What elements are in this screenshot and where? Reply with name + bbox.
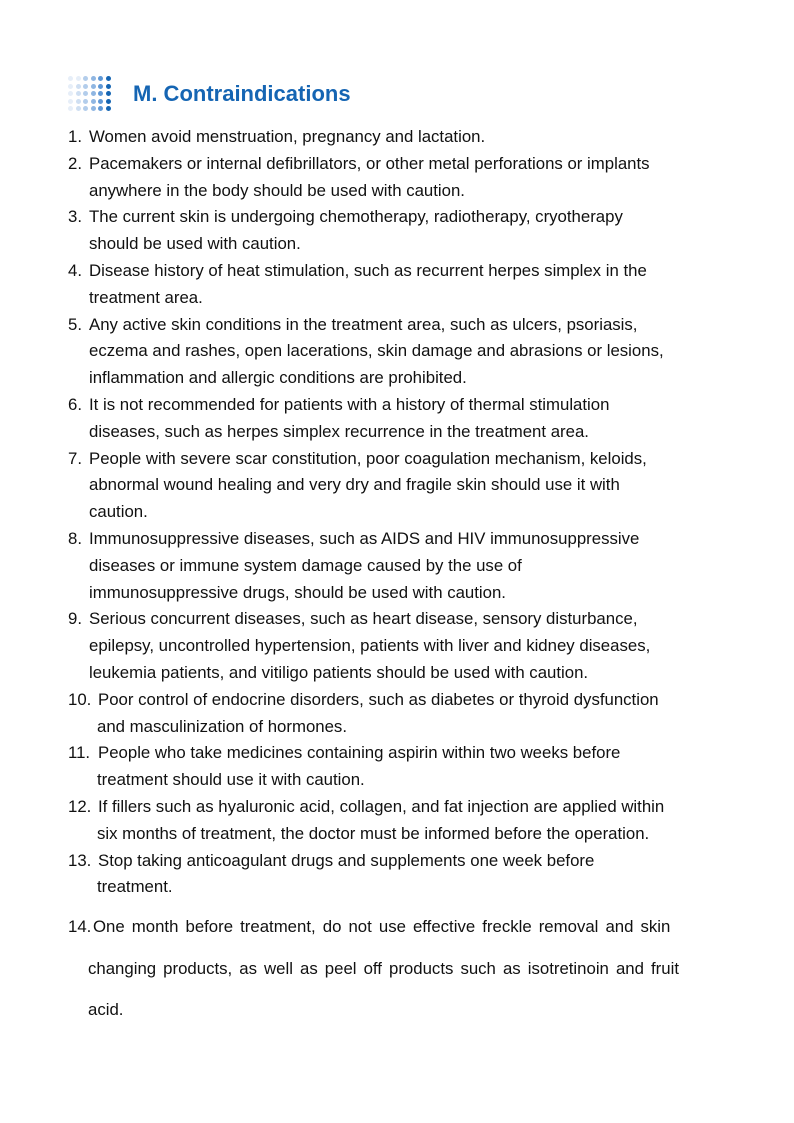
item-text-line: treatment. xyxy=(97,877,173,897)
grid-dot xyxy=(68,106,73,111)
grid-dot xyxy=(98,99,103,104)
list-item xyxy=(68,526,738,606)
item-text-line: abnormal wound healing and very dry and fragile skin should use it with xyxy=(89,475,620,495)
grid-dot xyxy=(76,91,81,96)
list-item xyxy=(68,204,738,258)
grid-dot xyxy=(106,84,111,89)
item-text-line: Disease history of heat stimulation, such as recurrent herpes simplex in the xyxy=(89,260,647,280)
section-heading xyxy=(68,74,351,114)
grid-dot xyxy=(83,91,88,96)
grid-dot xyxy=(91,84,96,89)
grid-dot xyxy=(76,84,81,89)
grid-dot xyxy=(76,76,81,81)
item-number: 13. xyxy=(68,850,92,870)
item-number: 2. xyxy=(68,153,82,173)
grid-dot xyxy=(76,106,81,111)
item-text-line: The current skin is undergoing chemotherapy, radiotherapy, cryotherapy xyxy=(89,207,623,227)
item-text-line: leukemia patients, and vitiligo patients should be used with caution. xyxy=(89,662,589,682)
item-text-line: Any active skin conditions in the treatment area, such as ulcers, psoriasis, xyxy=(89,314,638,334)
grid-dot xyxy=(106,99,111,104)
item-text-line: People with severe scar constitution, poor coagulation mechanism, keloids, xyxy=(89,448,647,468)
item-text-line: treatment area. xyxy=(89,287,203,307)
item-number: 3. xyxy=(68,207,82,227)
item-number: 14. xyxy=(68,917,92,937)
dotted-grid-icon xyxy=(68,76,116,112)
grid-dot xyxy=(98,106,103,111)
grid-dot xyxy=(98,76,103,81)
item-text-line: If fillers such as hyaluronic acid, collagen, and fat injection are applied within xyxy=(98,796,665,816)
item-number: 1. xyxy=(68,127,82,146)
list-item xyxy=(68,794,738,848)
item-number: 11. xyxy=(68,743,91,763)
list-item xyxy=(68,606,738,686)
grid-dot xyxy=(91,76,96,81)
item-text-line: Serious concurrent diseases, such as heart disease, sensory disturbance, xyxy=(89,609,638,629)
item-text-line: caution. xyxy=(89,502,148,522)
grid-dot xyxy=(83,99,88,104)
item-text-line: inflammation and allergic conditions are prohibited. xyxy=(89,368,467,388)
grid-dot xyxy=(91,91,96,96)
grid-dot xyxy=(68,76,73,81)
item-text-line: Poor control of endocrine disorders, such as diabetes or thyroid dysfunction xyxy=(98,689,659,709)
list-item xyxy=(68,124,738,151)
item-text-line: and masculinization of hormones. xyxy=(97,716,347,736)
list-item xyxy=(68,151,738,205)
item-number: 4. xyxy=(68,260,82,280)
item-number: 7. xyxy=(68,448,82,468)
item-number: 8. xyxy=(68,528,82,548)
item-text-line: Stop taking anticoagulant drugs and supplements one week before xyxy=(98,850,595,870)
list-item xyxy=(68,258,738,312)
item-text-line: eczema and rashes, open lacerations, skin damage and abrasions or lesions, xyxy=(89,341,664,361)
grid-dot xyxy=(68,99,73,104)
grid-dot xyxy=(68,91,73,96)
item-text-line: People who take medicines containing aspirin within two weeks before xyxy=(98,743,621,763)
list-item xyxy=(68,740,738,794)
item-text-line: acid. xyxy=(88,1000,124,1020)
item-text-line: Women avoid menstruation, pregnancy and lactation. xyxy=(89,127,486,146)
item-text-line: One month before treatment, do not use effective freckle removal and skin xyxy=(93,917,671,937)
grid-dot xyxy=(106,106,111,111)
item-text-line: should be used with caution. xyxy=(89,234,301,254)
item-text-line: six months of treatment, the doctor must be informed before the operation. xyxy=(97,823,650,843)
grid-dot xyxy=(83,76,88,81)
grid-dot xyxy=(91,99,96,104)
item-text-line: Immunosuppressive diseases, such as AIDS and HIV immunosuppressive xyxy=(89,528,640,548)
item-number: 12. xyxy=(68,796,92,816)
list-item xyxy=(68,848,738,902)
item-text-line: Pacemakers or internal defibrillators, or other metal perforations or implants xyxy=(89,153,650,173)
list-item xyxy=(68,906,738,1031)
item-text-line: It is not recommended for patients with a history of thermal stimulation xyxy=(89,394,610,414)
contraindications-list xyxy=(68,124,738,1031)
item-text-line: changing products, as well as peel off products such as isotretinoin and fruit xyxy=(88,958,679,978)
item-number: 10. xyxy=(68,689,92,709)
grid-dot xyxy=(91,106,96,111)
grid-dot xyxy=(106,76,111,81)
grid-dot xyxy=(106,91,111,96)
list-item xyxy=(68,312,738,392)
grid-dot xyxy=(98,91,103,96)
list-item xyxy=(68,687,738,741)
item-text-line: anywhere in the body should be used with caution. xyxy=(89,180,465,200)
item-text-line: treatment should use it with caution. xyxy=(97,770,365,790)
grid-dot xyxy=(98,84,103,89)
list-item xyxy=(68,446,738,526)
item-number: 6. xyxy=(68,394,82,414)
item-text-line: immunosuppressive drugs, should be used with caution. xyxy=(89,582,506,602)
item-text-line: diseases, such as herpes simplex recurrence in the treatment area. xyxy=(89,421,589,441)
grid-dot xyxy=(68,84,73,89)
grid-dot xyxy=(83,106,88,111)
section-title: M. Contraindications xyxy=(133,81,351,106)
item-text-line: diseases or immune system damage caused by the use of xyxy=(89,555,522,575)
list-item xyxy=(68,392,738,446)
item-text-line: epilepsy, uncontrolled hypertension, patients with liver and kidney diseases, xyxy=(89,636,651,656)
grid-dot xyxy=(83,84,88,89)
item-number: 9. xyxy=(68,609,82,629)
grid-dot xyxy=(76,99,81,104)
item-number: 5. xyxy=(68,314,82,334)
